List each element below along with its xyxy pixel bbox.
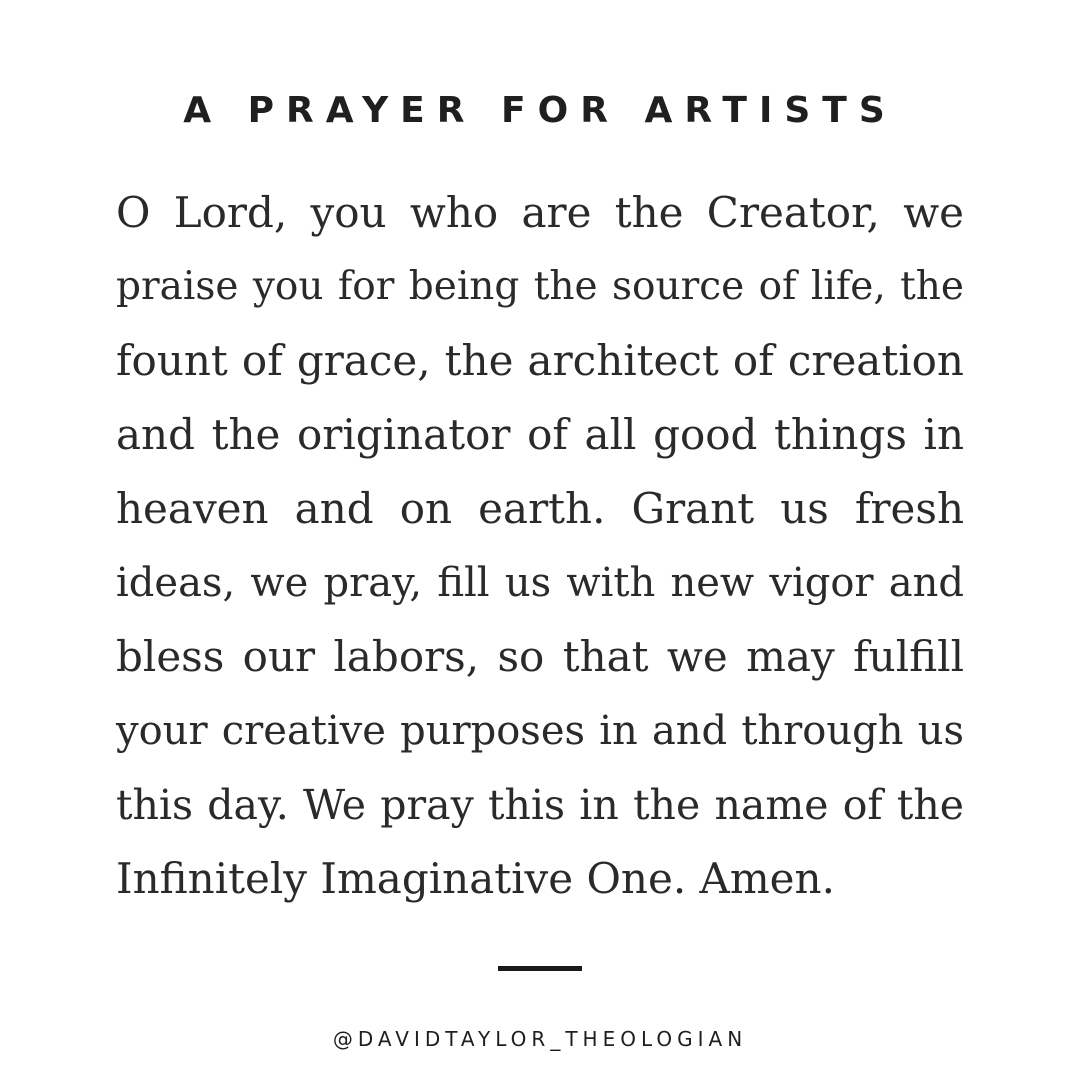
prayer-text (116, 176, 964, 916)
prayer-line: O Lord, you who are the Creator, we (116, 188, 964, 237)
prayer-line: your creative purposes in and through us (116, 708, 964, 754)
prayer-line: and the originator of all good things in (116, 410, 964, 459)
prayer-line: Infinitely Imaginative One. Amen. (116, 854, 835, 903)
prayer-line: this day. We pray this in the name of the (116, 781, 964, 829)
divider (498, 966, 582, 971)
prayer-line: ideas, we pray, fill us with new vigor and (116, 560, 964, 606)
author-handle: @DAVIDTAYLOR_THEOLOGIAN (332, 1027, 748, 1051)
prayer-line: fount of grace, the architect of creation (116, 336, 964, 385)
prayer-line: bless our labors, so that we may fulfill (116, 632, 964, 681)
prayer-line: heaven and on earth. Grant us fresh (116, 484, 964, 533)
prayer-line: praise you for being the source of life, the (116, 264, 964, 309)
page-title: A PRAYER FOR ARTISTS (183, 90, 897, 131)
